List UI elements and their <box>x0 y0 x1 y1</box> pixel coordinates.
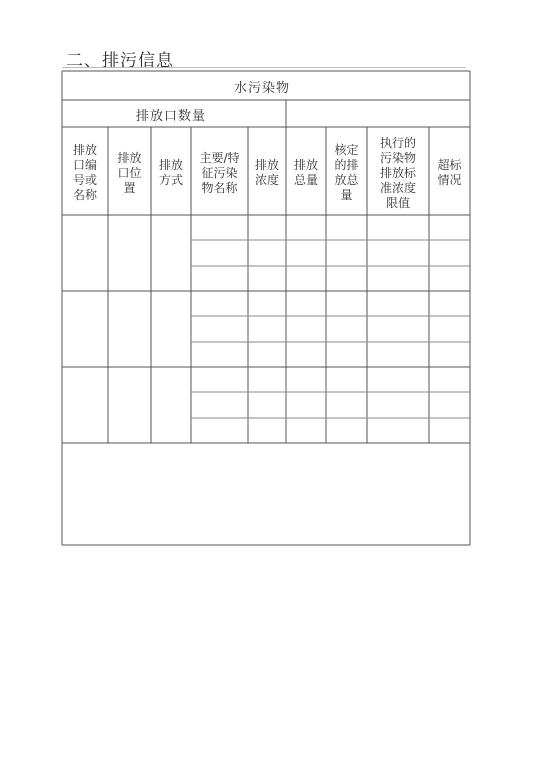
col-header-approved-total: 核定 的排 放总 量 <box>334 143 359 202</box>
page-title: 二、排污信息 <box>66 51 174 71</box>
col-header-standard-limit: 执行的 污染物 排放标 准浓度 限值 <box>379 136 416 210</box>
col-header-discharge-method: 排放 方式 <box>158 158 183 187</box>
col-header-total-amount: 排放 总量 <box>293 158 318 187</box>
col-header-pollutant-name: 主要/特 征污染 物名称 <box>199 151 240 195</box>
col-header-concentration: 排放 浓度 <box>254 158 279 187</box>
group-header: 水污染物 <box>234 81 291 96</box>
col-header-exceedance: 超标 情况 <box>437 158 462 187</box>
outlet-count-label: 排放口数量 <box>136 109 207 124</box>
col-header-outlet-location: 排放 口位 置 <box>117 151 142 195</box>
col-header-outlet-id: 排放 口编 号或 名称 <box>72 143 97 202</box>
